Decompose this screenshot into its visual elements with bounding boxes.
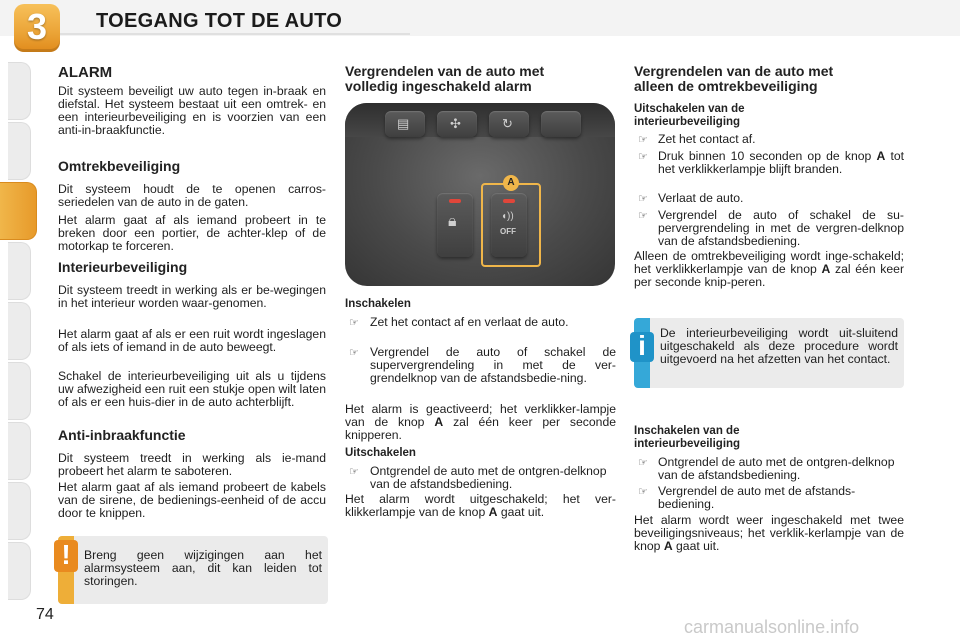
middle-title-line-1: Vergrendelen van de auto met [345,63,545,79]
pointing-hand-icon: ☞ [349,466,359,478]
right-title-line-2: alleen de omtrekbeveiliging [634,78,818,94]
anti-text-1: Dit systeem treedt in werking als ie-mand probeert het alarm te saboteren. [58,451,326,478]
uitschakelen-result [345,493,616,519]
uit-interieur-title-2: interieurbeveiliging [634,116,741,128]
inschakelen-result-b: zal één keer per seconde knipperen. [345,415,617,442]
uit-item-3: Verlaat de auto. [658,191,744,205]
right-title-line-1: Vergrendelen van de auto met [634,63,834,79]
anti-title: Anti-inbraakfunctie [58,427,186,443]
pointing-hand-icon: ☞ [638,151,648,163]
warning-note-text: Breng geen wijzigingen aan het alarmsysteem aan, dit kan leiden tot storingen. [84,548,322,588]
pointing-hand-icon: ☞ [638,486,648,498]
anti-text-2: Het alarm gaat af als iemand probeert de kabels van de sirene, de bedienings-eenheid of de accu door te knippen. [58,480,326,520]
button-key-a: A [488,505,498,519]
exclamation-icon: ! [61,539,71,570]
inschakelen-item-1: Zet het contact af en verlaat de auto. [370,315,569,329]
inschakelen-title: Inschakelen [345,298,411,310]
in-interieur-title-1: Inschakelen van de [634,425,740,437]
middle-title-line-2: volledig ingeschakeld alarm [345,78,532,94]
button-key-a: A [821,262,831,276]
uit-result-b: zal één keer per seconde knip-peren. [634,262,905,289]
side-tab-6[interactable] [8,362,31,420]
button-key-a: A [876,149,886,163]
recirculation-icon: ↻ [502,116,513,131]
callout-a: A [503,175,519,191]
side-tab-4[interactable] [8,242,31,300]
fan-icon: ✣ [450,116,461,131]
in-item-1: Ontgrendel de auto met de ontgren-delknop van de afstandsbediening. [658,455,895,482]
off-label: OFF [500,227,516,236]
button-key-a: A [663,539,673,553]
omtrek-text-1: Dit systeem houdt de te openen carros-seriedelen van de auto in de gaten. [58,182,326,209]
alarm-led [503,199,515,203]
middle-title [345,64,544,94]
lock-icon: 🔒︎ [448,213,457,230]
watermark: carmanualsonline.info [684,617,860,637]
pointing-hand-icon: ☞ [638,457,648,469]
uitschakelen-item-1: Ontgrendel de auto met de ontgren-delknop van de afstandsbediening. [370,464,607,491]
uit-item-2-b: tot het verklikkerlampje blijft branden. [658,149,904,176]
button-key-a: A [434,415,444,429]
info-note-text: De interieurbeveiliging wordt uit-sluitend uitgeschakeld als deze procedure wordt uitgevoerd na het afzetten van het contact. [660,326,898,366]
alarm-text: Dit systeem beveiligt uw auto tegen in-braak en diefstal. Het systeem bestaat uit een omtrek- en een interieurbeveiliging en is voorzien van een anti-in-braakfunctie. [58,84,326,137]
in-item-2: Vergrendel de auto met de afstands-bediening. [658,484,856,511]
side-tab-2[interactable] [8,122,31,180]
uit-result-a: Alleen de omtrekbeveiliging wordt inge-schakeld; het verklikkerlampje van de knop [634,249,904,276]
interieur-text-1: Dit systeem treedt in werking als er be-wegingen in het interieur worden waar-genomen. [58,283,326,310]
uitschakelen-result-b: gaat uit. [497,505,545,519]
in-result-b: gaat uit. [672,539,720,553]
info-icon: i [638,330,646,361]
side-tab-9[interactable] [8,542,31,600]
inschakelen-item-2: Vergrendel de auto of schakel de supervergrendeling in met de ver-grendelknop van de afstandsbedie-ning. [370,345,616,385]
side-tab-8[interactable] [8,482,31,540]
uit-result [634,250,904,289]
interieur-text-3: Schakel de interieurbeveiliging uit als u tijdens uw afwezigheid een ruit een stukje open wilt laten of als er een huis-dier in de auto achterblijft. [58,369,326,409]
uitschakelen-title: Uitschakelen [345,447,416,459]
uit-item-2 [658,150,904,176]
chapter-number: 3 [26,6,48,47]
uit-interieur-title-1: Uitschakelen van de [634,103,745,115]
page-number: 74 [36,606,54,623]
inschakelen-result [345,403,616,442]
omtrek-title: Omtrekbeveiliging [58,158,181,174]
in-interieur-title [634,425,740,451]
uit-item-2-a: Druk binnen 10 seconden op de knop [658,149,877,163]
alarm-icon: ◖)) [501,211,514,222]
interieur-text-2: Het alarm gaat af als er een ruit wordt ingeslagen of als iets of iemand in de auto beweegt. [58,327,326,354]
alarm-title: ALARM [58,64,113,81]
ac-button [541,111,581,137]
side-tab-active[interactable] [0,182,37,240]
defrost-icon: ▤ [397,116,410,131]
side-tab-5[interactable] [8,302,31,360]
side-tab-1[interactable] [8,62,31,120]
interieur-title: Interieurbeveiliging [58,259,188,275]
child-lock-led [449,199,461,203]
uit-item-1: Zet het contact af. [658,132,756,146]
in-interieur-title-2: interieurbeveiliging [634,438,741,450]
alarm-button-photo [345,103,615,286]
pointing-hand-icon: ☞ [349,347,359,359]
inschakelen-result-a: Het alarm is geactiveerd; het verklikker-lampje van de knop [345,402,616,429]
uit-item-4: Vergrendel de auto of schakel de su-pervergrendeling in met de vergren-delknop van de afstandsbediening. [658,208,904,248]
pointing-hand-icon: ☞ [638,193,648,205]
pointing-hand-icon: ☞ [349,317,359,329]
page-title: TOEGANG TOT DE AUTO [96,10,343,32]
uit-interieur-title [634,103,745,129]
side-tab-7[interactable] [8,422,31,480]
omtrek-text-2: Het alarm gaat af als iemand probeert in te breken door een portier, de achter-klep of de motorkap te forceren. [58,213,326,253]
in-result-a: Het alarm wordt weer ingeschakeld met twee beveiligingsniveaus; het verklik-kerlampje van de knop [634,513,904,553]
pointing-hand-icon: ☞ [638,210,648,222]
header-rule [30,33,410,35]
pointing-hand-icon: ☞ [638,134,648,146]
in-result [634,514,904,553]
right-title [634,64,833,94]
uitschakelen-result-a: Het alarm wordt uitgeschakeld; het ver-klikkerlampje van de knop [345,492,616,519]
